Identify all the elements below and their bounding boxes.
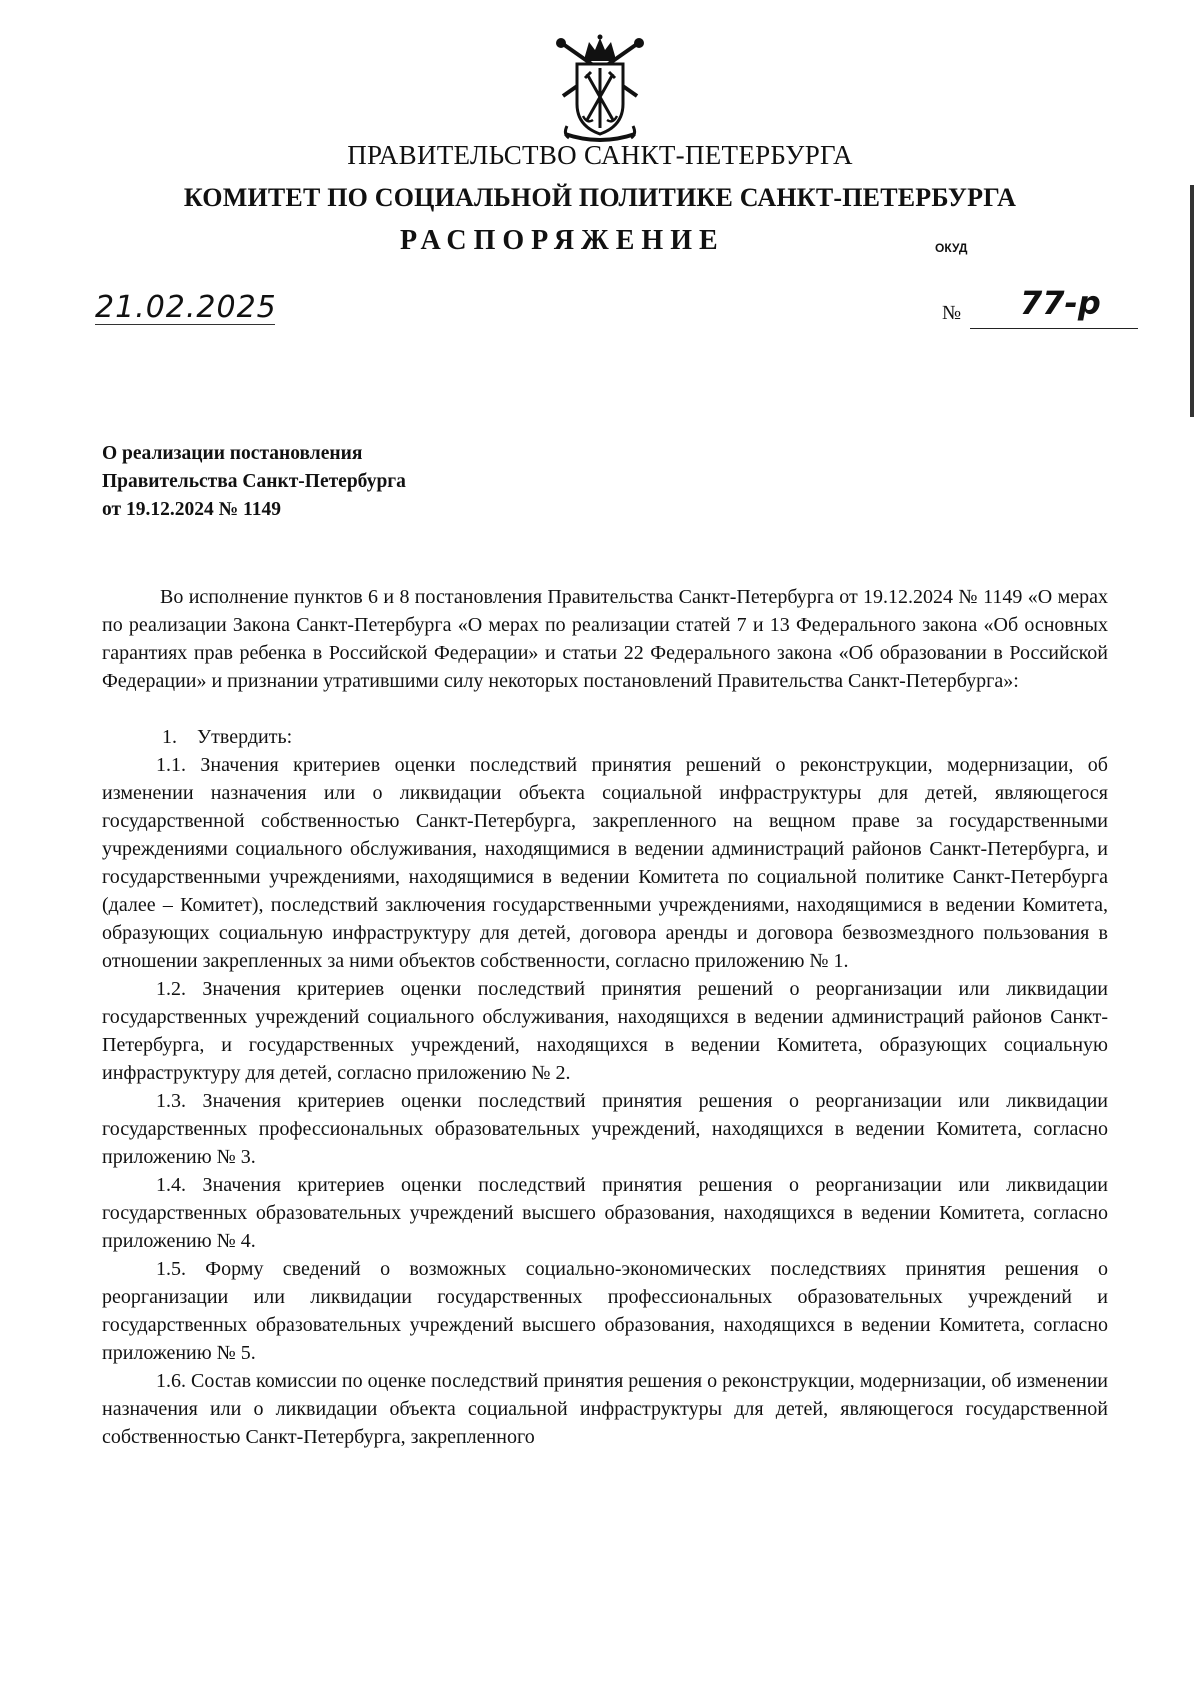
committee-title: КОМИТЕТ ПО СОЦИАЛЬНОЙ ПОЛИТИКЕ САНКТ-ПЕТЕРБУРГА xyxy=(183,183,1017,212)
item-1-6: 1.6. Состав комиссии по оценке последствий принятия решения о реконструкции, модернизации, об изменении назначения или о ликвидации объекта социальной инфраструктуры для детей, являющегося государственной собственностью Санкт-Петербурга, закрепленного xyxy=(102,1370,1108,1448)
subject-line-3: от 19.12.2024 № 1149 xyxy=(102,499,281,520)
document-date: 21.02.2025 xyxy=(95,290,277,325)
subject-line-2: Правительства Санкт-Петербурга xyxy=(102,471,406,492)
item-1-3: 1.3. Значения критериев оценки последствий принятия решения о реорганизации или ликвидации государственных профессиональных образовательных учреждений, находящихся в ведении Комитета, согласно приложению № 3. xyxy=(102,1090,1108,1168)
preamble-paragraph: Во исполнение пунктов 6 и 8 постановления Правительства Санкт-Петербурга от 19.12.2024 № 1149 «О мерах по реализации Закона Санкт-Петербурга «О мерах по реализации статей 7 и 13 Федерального закона «Об основных гарантиях прав ребенка в Российской Федерации» и статьи 22 Федерального закона «Об образовании в Российской Федерации» и признании утратившими силу некоторых постановлений Правительства Санкт-Петербурга»: xyxy=(102,586,1108,692)
subject-line-1: О реализации постановления xyxy=(102,443,363,464)
document-body xyxy=(102,583,1108,1451)
document-type: РАСПОРЯЖЕНИЕ xyxy=(400,225,725,256)
coat-of-arms-icon xyxy=(545,34,655,146)
item-1-2: 1.2. Значения критериев оценки последствий принятия решений о реорганизации или ликвидации государственных учреждений социального обслуживания, находящихся в ведении администраций районов Санкт-Петербурга, и государственных учреждений, находящихся в ведении Комитета, образующих социальную инфраструктуру для детей, согласно приложению № 2. xyxy=(102,978,1108,1084)
number-underline xyxy=(970,328,1138,329)
item-1-4: 1.4. Значения критериев оценки последствий принятия решения о реорганизации или ликвидации государственных образовательных учреждений высшего образования, находящихся в ведении Комитета, согласно приложению № 4. xyxy=(102,1174,1108,1252)
item-1-5: 1.5. Форму сведений о возможных социально-экономических последствиях принятия решения о реорганизации или ликвидации государственных профессиональных образовательных учреждений и государственных образовательных учреждений высшего образования, находящихся в ведении Комитета, согласно приложению № 5. xyxy=(102,1258,1108,1364)
okud-label: ОКУД xyxy=(935,241,968,255)
government-title: ПРАВИТЕЛЬСТВО САНКТ-ПЕТЕРБУРГА xyxy=(347,140,853,170)
coat-of-arms-emblem xyxy=(545,34,655,146)
number-label: № xyxy=(942,302,962,324)
date-underline xyxy=(95,324,275,325)
item-1: 1. Утвердить: xyxy=(162,726,293,748)
document-subject xyxy=(102,440,406,524)
item-1-1: 1.1. Значения критериев оценки последствий принятия решений о реконструкции, модернизации, об изменении назначения или о ликвидации объекта социальной инфраструктуры для детей, являющегося государственной собственностью Санкт-Петербурга, закрепленного на вещном праве за государственными учреждениями социального обслуживания, находящимися в ведении администраций районов Санкт-Петербурга, и государственными учреждениями, находящимися в ведении Комитета по социальной политике Санкт-Петербурга (далее – Комитет), последствий заключения государственными учреждениями, находящимися в ведении Комитета, образующих социальную инфраструктуру для детей, договора аренды и договора безвозмездного пользования в отношении закрепленных за ними объектов собственности, согласно приложению № 1. xyxy=(102,754,1108,972)
document-number: 77-р xyxy=(1020,284,1101,322)
scan-edge-mark xyxy=(1190,185,1194,417)
